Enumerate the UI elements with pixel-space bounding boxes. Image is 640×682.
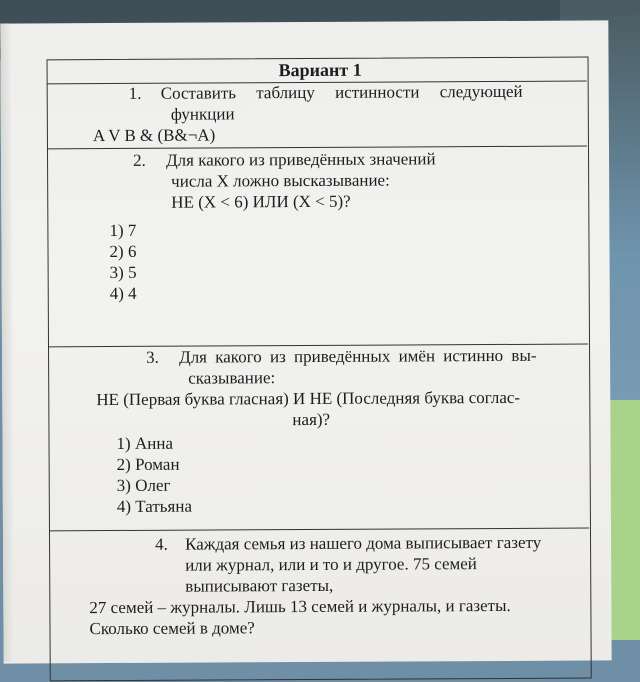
task4-number: 4. xyxy=(155,534,168,554)
task3-line1: Для какого из приведённых имён истинно вы- xyxy=(179,345,537,367)
task3-option-2: 2) Роман xyxy=(116,454,180,474)
task2-line3: НЕ (X < 6) ИЛИ (X < 5)? xyxy=(171,191,351,212)
task4-line5: Сколько семей в доме? xyxy=(89,618,255,639)
task3-line3: НЕ (Первая буква гласная) И НЕ (Последняя буква соглас- xyxy=(96,387,521,410)
variant-title: Вариант 1 xyxy=(278,59,362,81)
task3-number: 3. xyxy=(146,347,159,367)
task3-option-3: 3) Олег xyxy=(116,475,171,495)
task1-line1: Составить таблицу истинности следующей xyxy=(160,81,523,103)
task3-option-4: 4) Татьяна xyxy=(116,496,193,516)
task2-option-3: 3) 5 xyxy=(109,262,137,283)
task3-line2: сказывание: xyxy=(188,368,276,388)
task2-number: 2. xyxy=(132,150,146,170)
task4-line2: или журнал, или и то и другое. 75 семей xyxy=(185,554,477,575)
task4-line4: 27 семей – журналы. Лишь 13 семей и журналы, и газеты. xyxy=(89,595,511,618)
paper-edge xyxy=(0,24,13,662)
task2-option-1: 1) 7 xyxy=(109,220,137,241)
task2-line1: Для какого из приведённых значений xyxy=(165,149,436,170)
task2-option-2: 2) 6 xyxy=(109,241,137,262)
task1-line2: функции xyxy=(170,104,235,124)
task2-line2: числа X ложно высказывание: xyxy=(171,170,390,191)
task3-line4: ная)? xyxy=(292,409,331,430)
task1-formula: A V B & (B&¬A) xyxy=(92,125,216,146)
task4-line1: Каждая семья из нашего дома выписывает газету xyxy=(185,532,542,554)
task2-option-4: 4) 4 xyxy=(109,283,137,304)
task3-option-1: 1) Анна xyxy=(116,433,174,453)
paper-sheet xyxy=(0,20,611,663)
task1-number: 1. xyxy=(128,83,142,103)
task4-line3: выписывают газеты, xyxy=(185,575,334,596)
